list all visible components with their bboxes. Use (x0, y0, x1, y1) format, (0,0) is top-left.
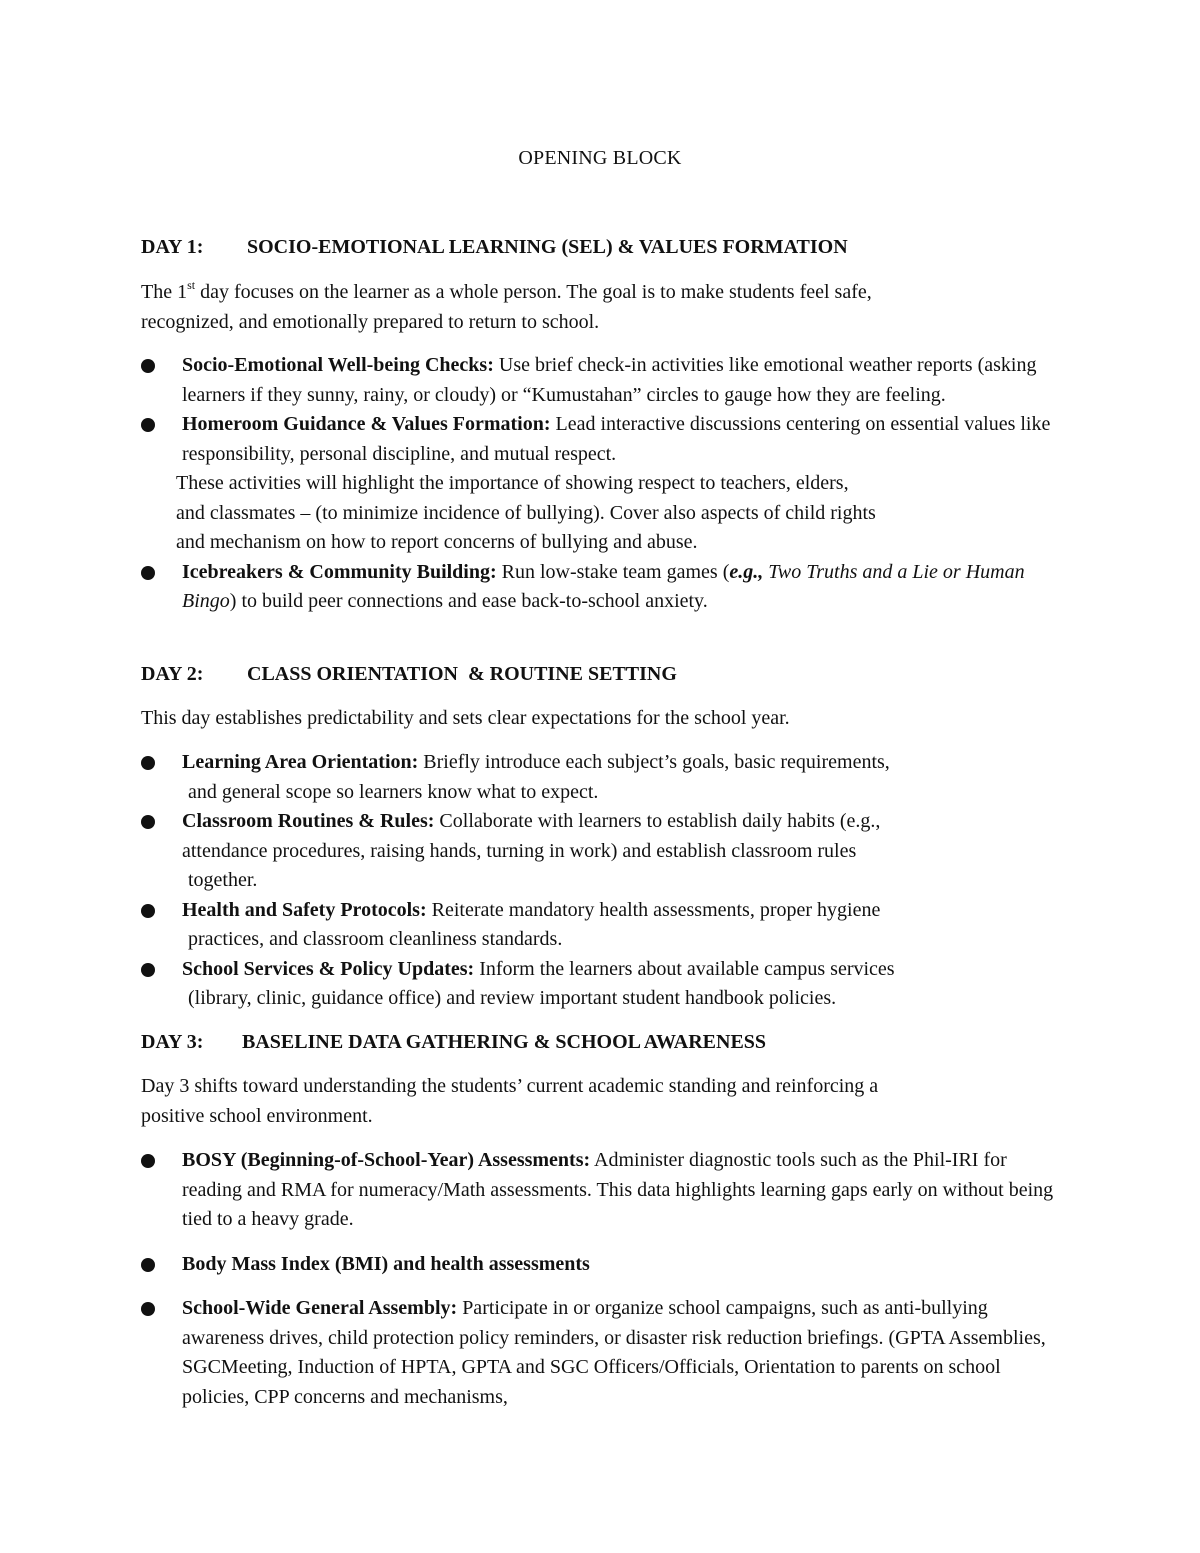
day2-heading (141, 660, 677, 690)
item-text: ) to build peer connections and ease back-to-school anxiety. (229, 590, 708, 612)
day3-intro-line1: Day 3 shifts toward understanding the students’ current academic standing and reinforcing a (141, 1075, 879, 1097)
day3-intro-line2: positive school environment. (141, 1104, 373, 1127)
item-title: Classroom Routines & Rules: (182, 810, 435, 832)
bullet-icon (141, 566, 155, 580)
item-text: Use brief check-in activities like emotional weather reports (asking learners if they sunny, rainy, or cloudy) or “Kumustahan” circles to gauge how they are feeling. (182, 354, 1037, 406)
day1-heading (141, 233, 848, 263)
list-item (141, 1146, 1066, 1235)
item-text: Lead interactive discussions centering on essential values like responsibility, personal discipline, and mutual respect. (182, 413, 1051, 465)
list-item (141, 1250, 1066, 1280)
item-title: Icebreakers & Community Building: (182, 560, 497, 583)
item-text: Inform the learners about available campus services (474, 957, 895, 980)
item-text-line: (library, clinic, guidance office) and review important student handbook policies. (188, 987, 837, 1009)
item-text-line: together. (188, 869, 258, 891)
item-extra-line: and mechanism on how to report concerns of bullying and abuse. (176, 531, 698, 553)
day1-intro (141, 278, 1071, 337)
bullet-icon (141, 359, 155, 373)
day2-list (141, 748, 1081, 1014)
day2-intro: This day establishes predictability and sets clear expectations for the school year. (141, 707, 790, 729)
item-title: Learning Area Orientation: (182, 751, 419, 773)
day1-intro-a: The 1 (141, 281, 188, 303)
day1-intro-b: day focuses on the learner as a whole person. The goal is to make students feel safe, (195, 281, 872, 303)
item-text-line: practices, and classroom cleanliness standards. (188, 928, 563, 950)
item-extra-line: These activities will highlight the importance of showing respect to teachers, elders, (176, 472, 849, 494)
item-title: Homeroom Guidance & Values Formation: (182, 413, 551, 435)
page-title: OPENING BLOCK (518, 147, 682, 169)
bullet-icon (141, 904, 155, 918)
item-text: Collaborate with learners to establish daily habits (e.g., (434, 810, 881, 832)
item-text: Run low-stake team games ( (496, 560, 730, 583)
day1-heading-text: SOCIO-EMOTIONAL LEARNING (SEL) & VALUES FORMATION (247, 236, 848, 258)
day1-intro-line2: recognized, and emotionally prepared to return to school. (141, 310, 600, 333)
day3-label: DAY 3: (141, 1031, 204, 1053)
item-extra-line: and classmates – (to minimize incidence of bullying). Cover also aspects of child rights (176, 501, 876, 524)
item-italic-bold: e.g., (729, 560, 764, 583)
list-item (141, 896, 1081, 955)
day1-label: DAY 1: (141, 236, 204, 258)
item-title: Health and Safety Protocols: (182, 898, 427, 921)
day2-heading-text: CLASS ORIENTATION & ROUTINE SETTING (247, 663, 677, 685)
day3-list (141, 1146, 1066, 1412)
day3-intro (141, 1072, 1071, 1131)
list-item (141, 955, 1081, 1014)
list-item (141, 807, 1081, 896)
day2-label: DAY 2: (141, 663, 204, 685)
day3-heading-text: BASELINE DATA GATHERING & SCHOOL AWARENESS (242, 1031, 767, 1053)
item-title: School-Wide General Assembly: (182, 1297, 458, 1319)
item-title: School Services & Policy Updates: (182, 957, 475, 980)
list-item (141, 351, 1051, 410)
bullet-icon (141, 963, 155, 977)
item-italic: Two Truths and a Lie or Human Bingo (182, 560, 1025, 612)
item-text: Reiterate mandatory health assessments, proper hygiene (426, 898, 881, 921)
item-text: Participate in or organize school campaigns, such as anti-bullying awareness drives, child protection policy reminders, or disaster risk reduction briefings. (GPTA Assemblies, SGCMeeting, Induction of HPTA, GPTA and SGC Officers/Officials, Orientation to parents on school policies, CPP concerns and mechanisms, (182, 1297, 1046, 1408)
item-title: Body Mass Index (BMI) and health assessments (182, 1252, 590, 1275)
bullet-icon (141, 1258, 155, 1272)
item-title: Socio-Emotional Well-being Checks: (182, 354, 494, 376)
day1-list (141, 351, 1051, 617)
item-title: BOSY (Beginning-of-School-Year) Assessments: (182, 1149, 591, 1171)
item-text-line: and general scope so learners know what to expect. (188, 780, 599, 803)
list-item (141, 748, 1081, 807)
item-text-line: attendance procedures, raising hands, turning in work) and establish classroom rules (182, 839, 857, 862)
bullet-icon (141, 1154, 155, 1168)
item-text: Administer diagnostic tools such as the Phil-IRI for reading and RMA for numeracy/Math assessments. This data highlights learning gaps early on without being tied to a heavy grade. (182, 1149, 1054, 1230)
day1-intro-sup: st (187, 278, 196, 293)
list-item (141, 558, 1051, 617)
bullet-icon (141, 1302, 155, 1316)
bullet-icon (141, 756, 155, 770)
list-item (141, 410, 1051, 558)
day1-intro-line1 (141, 278, 1071, 308)
bullet-icon (141, 418, 155, 432)
list-item (141, 1294, 1066, 1412)
item-text: Briefly introduce each subject’s goals, basic requirements, (418, 751, 890, 773)
day3-heading (141, 1028, 766, 1058)
bullet-icon (141, 815, 155, 829)
